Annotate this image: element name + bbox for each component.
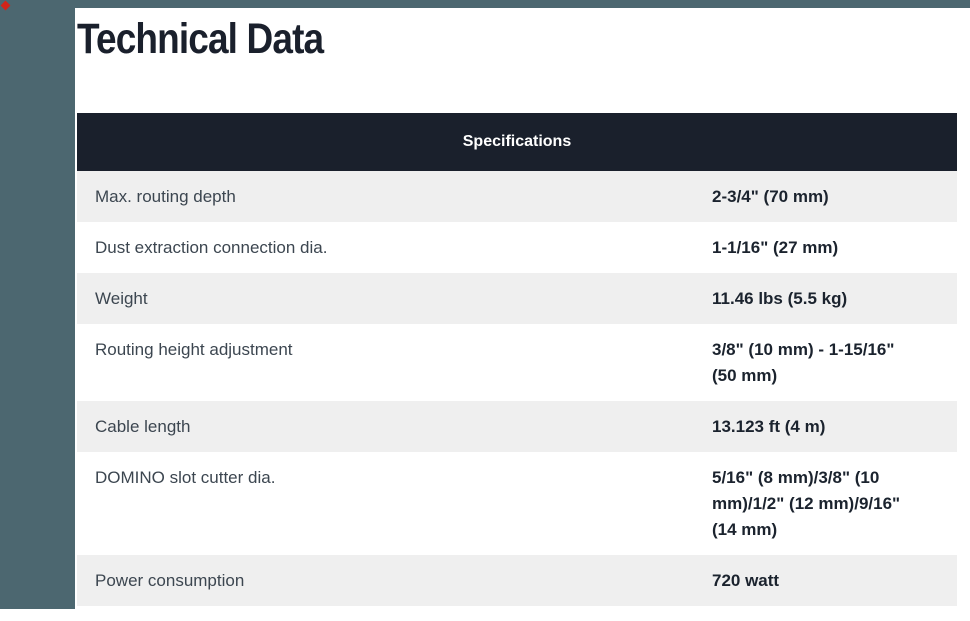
- spec-value: 1-1/16" (27 mm): [712, 238, 839, 257]
- specifications-table: [77, 113, 957, 606]
- table-row: [77, 324, 957, 401]
- spec-value: 720 watt: [712, 571, 780, 590]
- specifications-table-body: [77, 171, 957, 606]
- spec-value: 2-3/4" (70 mm): [712, 187, 829, 206]
- spec-label: Weight: [95, 289, 148, 308]
- spec-value: 11.46 lbs (5.5 kg): [712, 289, 848, 308]
- table-row: [77, 452, 957, 555]
- spec-label: DOMINO slot cutter dia.: [95, 468, 276, 487]
- spec-label: Cable length: [95, 417, 191, 436]
- spec-label: Max. routing depth: [95, 187, 236, 206]
- page-title: Technical Data: [77, 15, 324, 63]
- specifications-table-header: Specifications: [77, 113, 957, 171]
- spec-label: Power consumption: [95, 571, 245, 590]
- table-row: [77, 273, 957, 324]
- spec-value: 3/8" (10 mm) - 1-15/16" (50 mm): [712, 340, 895, 385]
- spec-value: 5/16" (8 mm)/3/8" (10 mm)/1/2" (12 mm)/9/16" (14 mm): [712, 468, 901, 539]
- spec-label: Routing height adjustment: [95, 340, 293, 359]
- content-panel: [75, 8, 970, 621]
- table-row: [77, 555, 957, 606]
- table-row: [77, 222, 957, 273]
- table-row: [77, 171, 957, 222]
- page-frame-top: [0, 0, 970, 8]
- page-frame-sidebar: [0, 0, 75, 609]
- table-row: [77, 401, 957, 452]
- spec-value: 13.123 ft (4 m): [712, 417, 826, 436]
- spec-label: Dust extraction connection dia.: [95, 238, 328, 257]
